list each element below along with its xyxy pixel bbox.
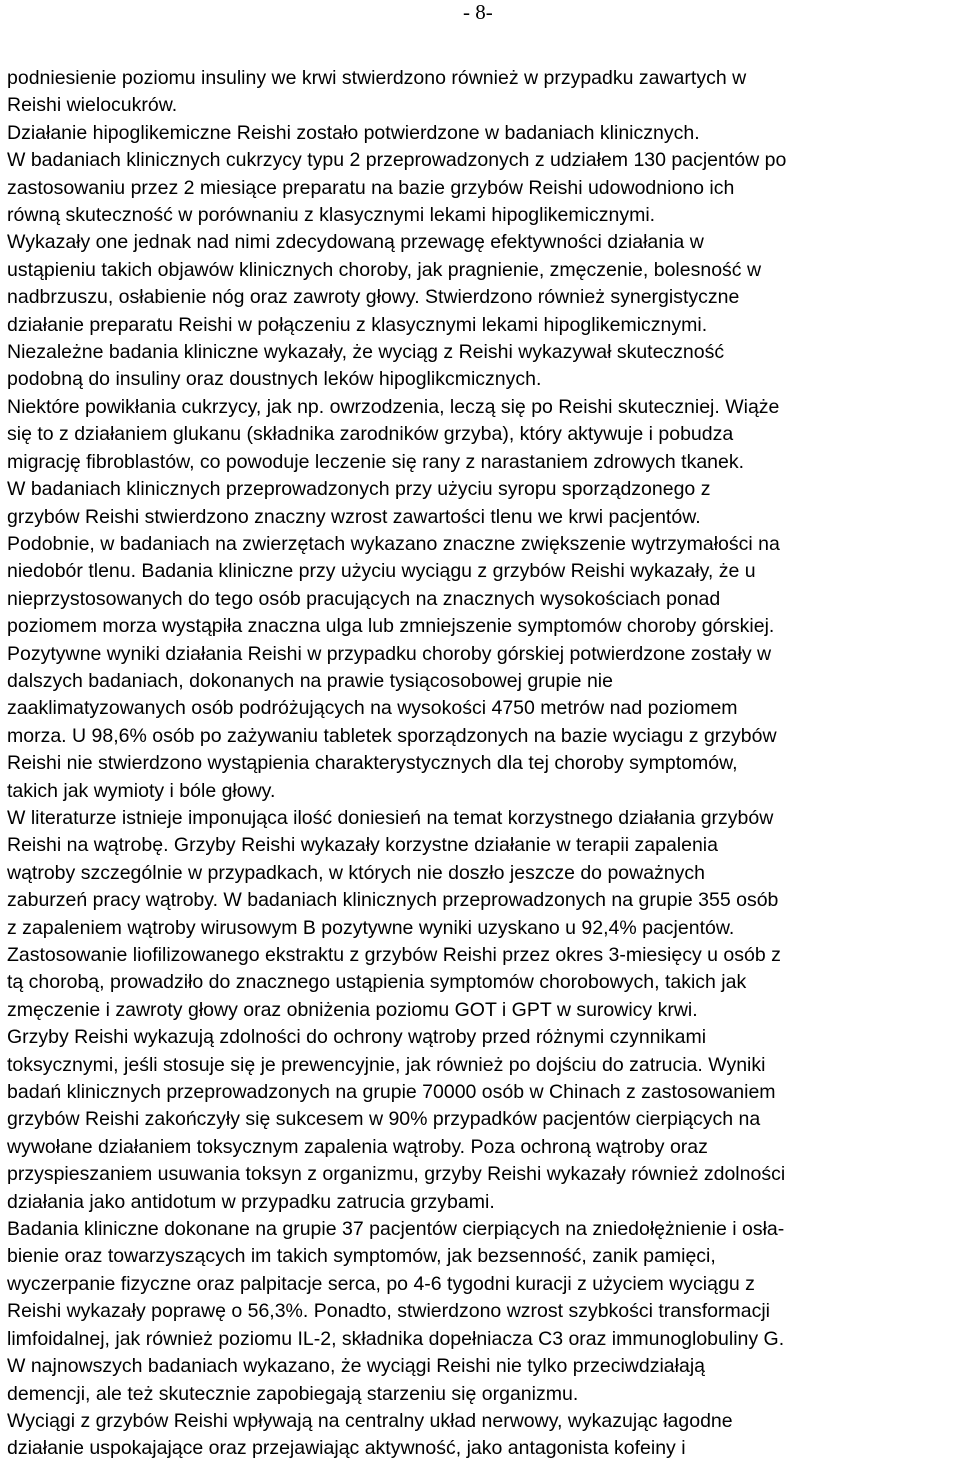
text-line: wywołane działaniem toksycznym zapalenia wątroby. Poza ochroną wątroby oraz [7,1135,708,1158]
text-line: zastosowaniu przez 2 miesiące preparatu na bazie grzybów Reishi udowodniono ich [7,176,735,199]
text-line: limfoidalnej, jak również poziomu IL-2, składnika dopełniacza C3 oraz immunoglobuliny G. [7,1327,785,1350]
text-line: Niektóre powikłania cukrzycy, jak np. owrzodzenia, leczą się po Reishi skuteczniej. Wiąże [7,395,780,418]
text-line: W badaniach klinicznych cukrzycy typu 2 przeprowadzonych z udziałem 130 pacjentów po [7,149,787,172]
text-line: bienie oraz towarzyszących im takich symptomów, jak bezsenność, zanik pamięci, [7,1245,716,1268]
text-line: dalszych badaniach, dokonanych na prawie tysiącosobowej grupie nie [7,669,613,692]
text-line: grzybów Reishi stwierdzono znaczny wzrost zawartości tlenu we krwi pacjentów. [7,505,701,528]
text-line: wyczerpanie fizyczne oraz palpitacje serca, po 4-6 tygodni kuracji z użyciem wyciągu z [7,1272,755,1295]
text-line: Reishi nie stwierdzono wystąpienia charakterystycznych dla tej choroby symptomów, [7,752,738,775]
text-line: W badaniach klinicznych przeprowadzonych przy użyciu syropu sporządzonego z [7,478,711,501]
text-line: wątroby szczególnie w przypadkach, w których nie doszło jeszcze do poważnych [7,861,706,884]
text-line: Pozytywne wyniki działania Reishi w przypadku choroby górskiej potwierdzone zostały w [7,642,772,665]
text-line: W najnowszych badaniach wykazano, że wyciągi Reishi nie tylko przeciwdziałają [7,1355,705,1378]
text-line: nieprzystosowanych do tego osób pracujących na znacznych wysokościach ponad [7,587,721,610]
text-line: poziomem morza wystąpiła znaczna ulga lub zmniejszenie symptomów choroby górskiej. [7,615,775,638]
text-line: Reishi wykazały poprawę o 56,3%. Ponadto, stwierdzono wzrost szybkości transformacji [7,1300,770,1323]
text-line: Wyciągi z grzybów Reishi wpływają na centralny układ nerwowy, wykazując łagodne [7,1409,733,1432]
page-number: - 8- [463,0,493,24]
text-line: zmęczenie i zawroty głowy oraz obniżenia poziomu GOT i GPT w surowicy krwi. [7,998,698,1021]
text-line: Niezależne badania kliniczne wykazały, że wyciąg z Reishi wykazywał skuteczność [7,341,725,364]
text-line: Zastosowanie liofilizowanego ekstraktu z grzybów Reishi przez okres 3-miesięcy u osób z [7,944,781,966]
text-line: Badania kliniczne dokonane na grupie 37 pacjentów cierpiących na zniedołężnienie i osła- [7,1218,785,1241]
text-line: ustąpieniu takich objawów klinicznych choroby, jak pragnienie, zmęczenie, bolesność w [7,258,762,281]
text-line: W literaturze istnieje imponująca ilość doniesień na temat korzystnego działania grzybów [7,806,774,829]
text-line: Reishi na wątrobę. Grzyby Reishi wykazały korzystne działanie w terapii zapalenia [7,834,718,857]
text-line: równą skuteczność w porównaniu z klasycznymi lekami hipoglikemicznymi. [7,204,656,227]
text-line: działanie uspokajające oraz przejawiając aktywność, jako antagonista kofeiny i [7,1437,686,1460]
text-line: podobną do insuliny oraz doustnych leków hipoglikcmicznych. [7,368,542,391]
text-line: podniesienie poziomu insuliny we krwi stwierdzono również w przypadku zawartych w [7,67,747,89]
body-text [7,65,959,1463]
text-line: zaburzeń pracy wątroby. W badaniach klinicznych przeprowadzonych na grupie 355 osób [7,889,779,912]
text-line: działanie preparatu Reishi w połączeniu z klasycznymi lekami hipoglikemicznymi. [7,313,708,336]
text-line: przyspieszaniem usuwania toksyn z organizmu, grzyby Reishi wykazały również zdolności [7,1163,786,1186]
text-line: z zapaleniem wątroby wirusowym B pozytywne wyniki uzyskano u 92,4% pacjentów. [7,916,735,939]
text-line: Podobnie, w badaniach na zwierzętach wykazano znaczne zwiększenie wytrzymałości na [7,532,780,555]
text-line: nadbrzuszu, osłabienie nóg oraz zawroty głowy. Stwierdzono również synergistyczne [7,286,740,309]
text-line: demencji, ale też skutecznie zapobiegają starzeniu się organizmu. [7,1382,579,1405]
text-line: morza. U 98,6% osób po zażywaniu tabletek sporządzonych na bazie wyciagu z grzybów [7,724,777,747]
text-line: Działanie hipoglikemiczne Reishi zostało potwierdzone w badaniach klinicznych. [7,121,700,144]
text-line: takich jak wymioty i bóle głowy. [7,779,276,802]
text-line: Grzyby Reishi wykazują zdolności do ochrony wątroby przed różnymi czynnikami [7,1026,707,1049]
text-line: toksycznymi, jeśli stosuje się je prewencyjnie, jak również po dojściu do zatrucia. Wyniki [7,1053,766,1076]
text-line: działania jako antidotum w przypadku zatrucia grzybami. [7,1190,495,1213]
text-line: się to z działaniem glukanu (składnika zarodników grzyba), który aktywuje i pobudza [7,423,734,446]
text-line: Wykazały one jednak nad nimi zdecydowaną przewagę efektywności działania w [7,231,704,254]
text-line: tą chorobą, prowadziło do znacznego ustąpienia symptomów chorobowych, takich jak [7,971,747,994]
text-line: Reishi wielocukrów. [7,94,178,117]
text-line: migrację fibroblastów, co powoduje leczenie się rany z narastaniem zdrowych tkanek. [7,450,745,473]
text-line: zaaklimatyzowanych osób podróżujących na wysokości 4750 metrów nad poziomem [7,697,738,720]
text-line: badań klinicznych przeprowadzonych na grupie 70000 osób w Chinach z zastosowaniem [7,1081,776,1104]
text-line: niedobór tlenu. Badania kliniczne przy użyciu wyciągu z grzybów Reishi wykazały, że u [7,560,756,583]
text-line: grzybów Reishi zakończyły się sukcesem w 90% przypadków pacjentów cierpiących na [7,1108,761,1131]
